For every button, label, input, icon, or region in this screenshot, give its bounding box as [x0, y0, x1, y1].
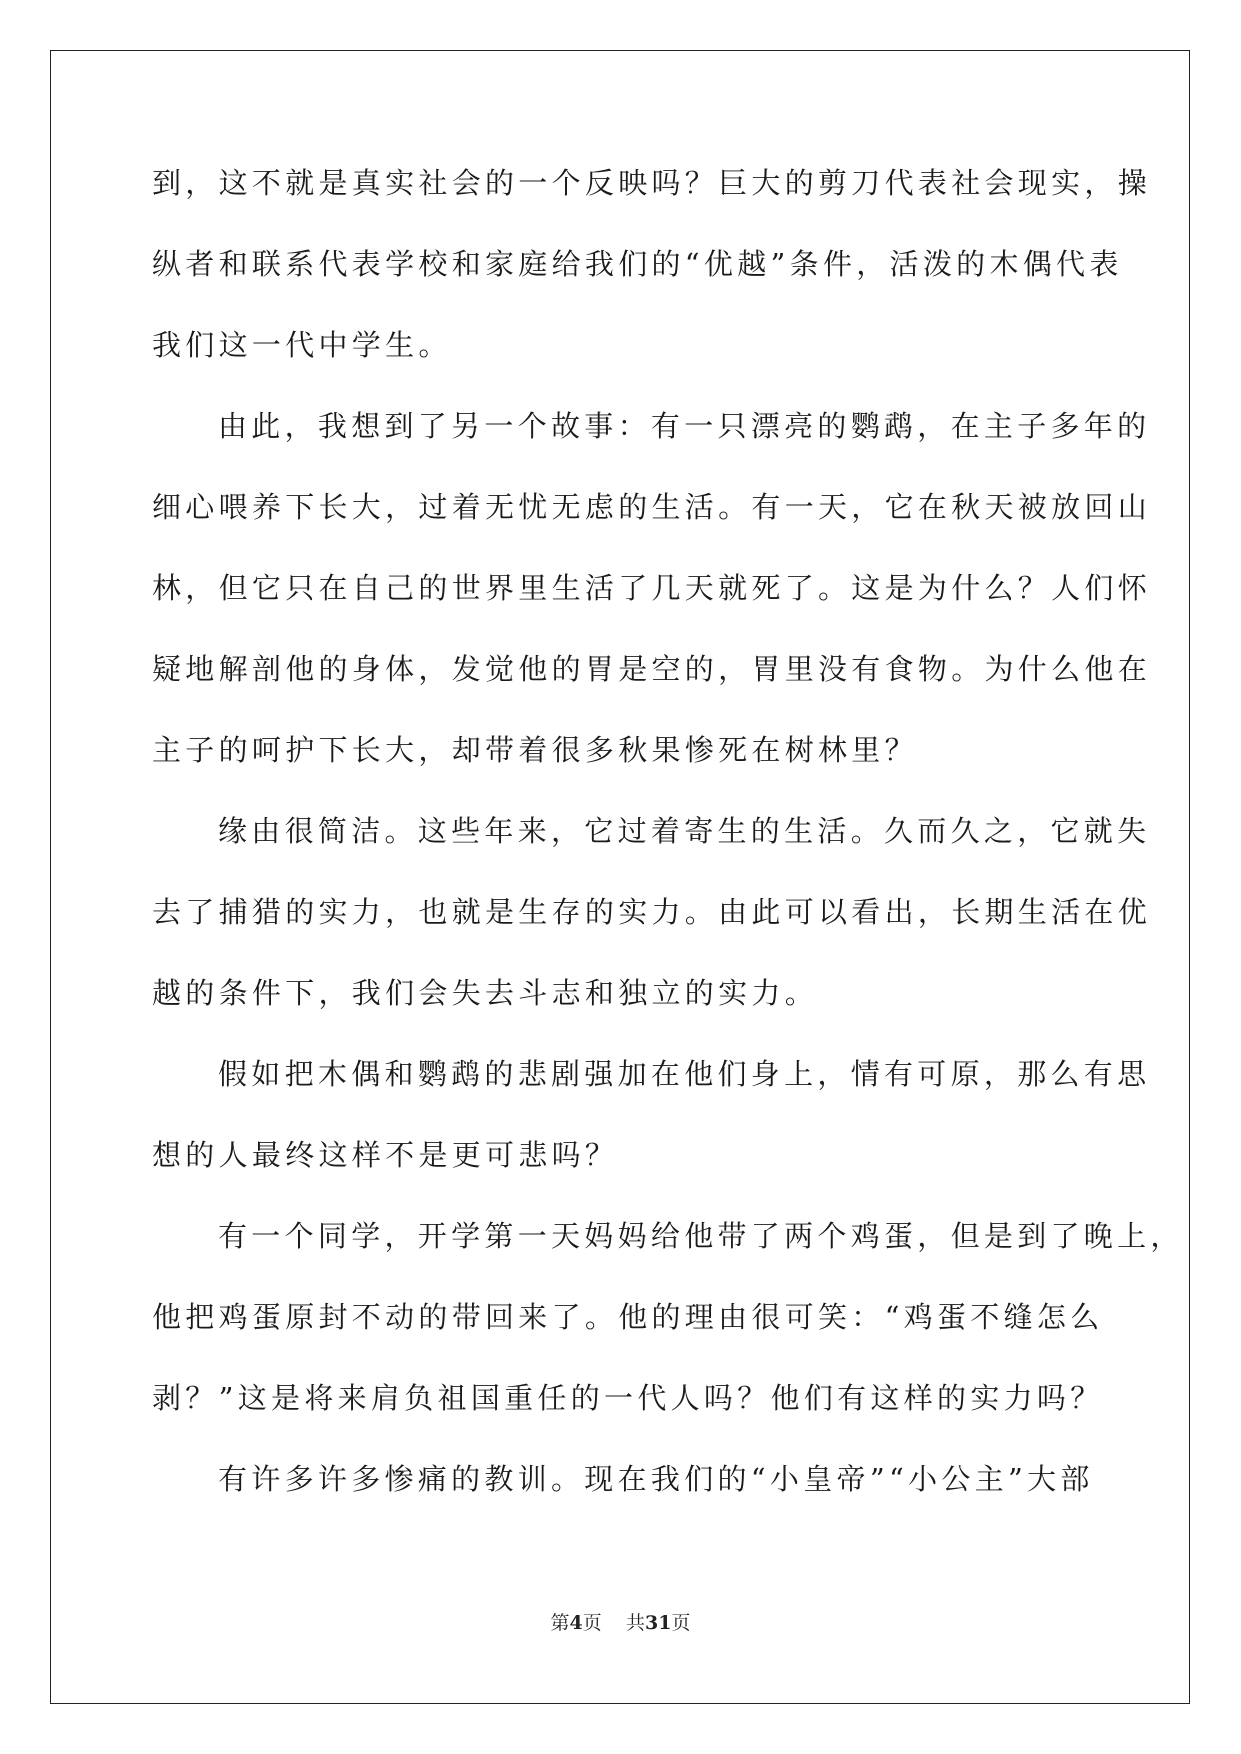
- footer-total-prefix: 共: [625, 1612, 645, 1634]
- text-line: 细心喂养下长大，过着无忧无虑的生活。有一天，它在秋天被放回山: [152, 490, 1152, 524]
- text-line: 疑地解剖他的身体，发觉他的胃是空的，胃里没有食物。为什么他在: [152, 652, 1152, 686]
- text-line: 纵者和联系代表学校和家庭给我们的“优越”条件，活泼的木偶代表: [152, 247, 1123, 281]
- paragraph-first-line: 假如把木偶和鹦鹉的悲剧强加在他们身上，情有可原，那么有思: [218, 1057, 1151, 1091]
- footer-total-suffix: 页: [671, 1612, 691, 1634]
- page-footer: [0, 1608, 1241, 1635]
- text-line: 我们这一代中学生。: [152, 328, 452, 362]
- text-line: 想的人最终这样不是更可悲吗？: [152, 1138, 619, 1172]
- text-line: 主子的呵护下长大，却带着很多秋果惨死在树林里？: [152, 733, 918, 767]
- paragraph-first-line: 有一个同学，开学第一天妈妈给他带了两个鸡蛋，但是到了晚上，: [218, 1219, 1184, 1253]
- document-body: [152, 160, 1184, 1537]
- text-line: 剥？”这是将来肩负祖国重任的一代人吗？他们有这样的实力吗？: [152, 1381, 1104, 1415]
- text-line: 他把鸡蛋原封不动的带回来了。他的理由很可笑：“鸡蛋不缝怎么: [152, 1300, 1104, 1334]
- text-line: 去了捕猎的实力，也就是生存的实力。由此可以看出，长期生活在优: [152, 895, 1152, 929]
- footer-page-suffix: 页: [582, 1612, 602, 1634]
- footer-total-pages: 31: [644, 1612, 672, 1634]
- footer-prefix: 第: [550, 1612, 570, 1634]
- text-line: 林，但它只在自己的世界里生活了几天就死了。这是为什么？人们怀: [152, 571, 1152, 605]
- paragraph-first-line: 由此，我想到了另一个故事：有一只漂亮的鹦鹉，在主子多年的: [218, 409, 1151, 443]
- text-line: 到，这不就是真实社会的一个反映吗？巨大的剪刀代表社会现实，操: [152, 166, 1152, 200]
- paragraph-first-line: 缘由很简洁。这些年来，它过着寄生的生活。久而久之，它就失: [218, 814, 1151, 848]
- footer-page-number: 4: [569, 1612, 583, 1634]
- text-line: 越的条件下，我们会失去斗志和独立的实力。: [152, 976, 819, 1010]
- paragraph-first-line: 有许多许多惨痛的教训。现在我们的“小皇帝”“小公主”大部: [218, 1462, 1094, 1496]
